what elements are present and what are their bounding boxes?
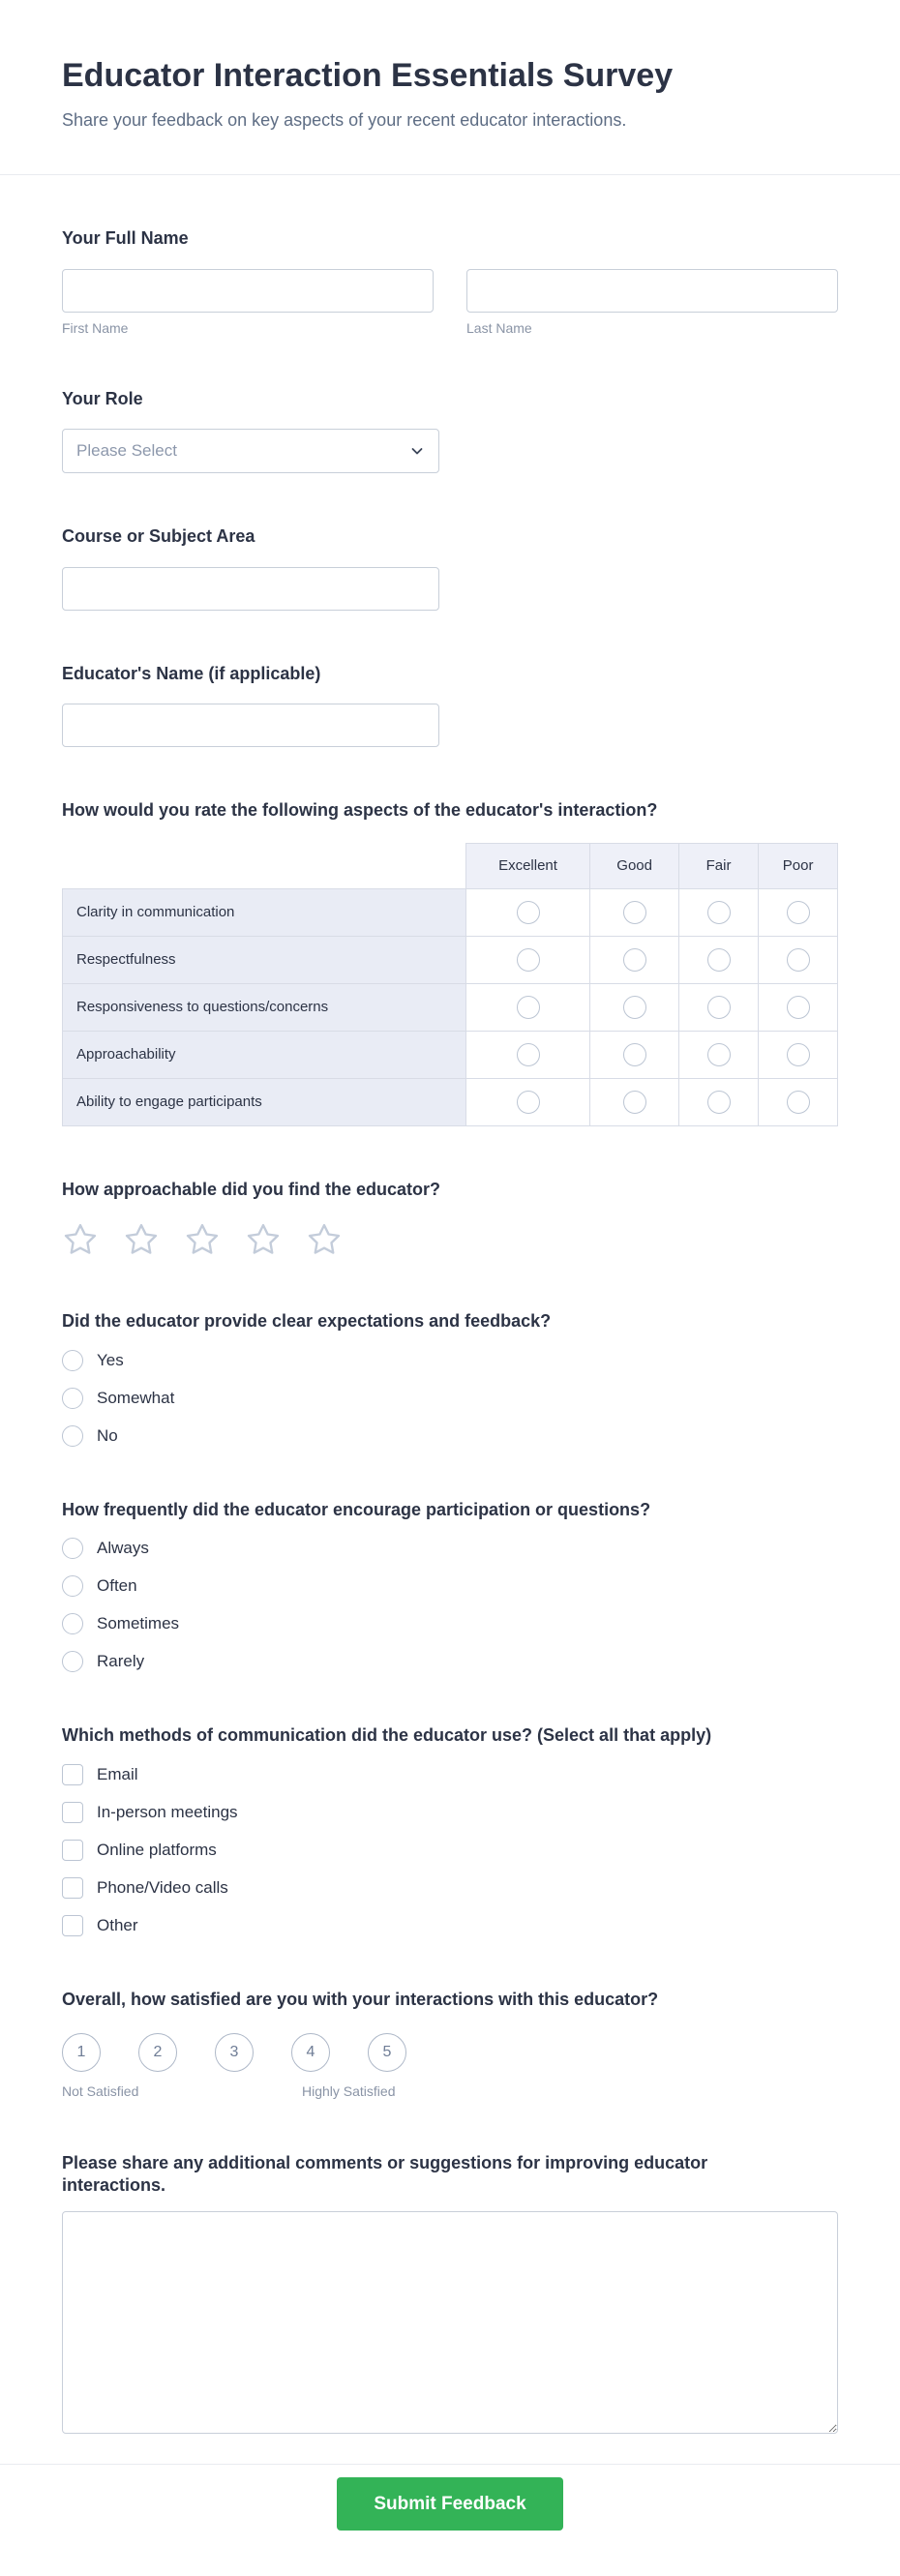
matrix-radio[interactable] [707,996,731,1019]
last-name-field [466,269,838,336]
matrix-radio[interactable] [707,901,731,924]
option-label: Email [97,1764,138,1783]
matrix-row-label: Ability to engage participants [63,1078,466,1125]
checkbox-option [62,1877,838,1899]
matrix-cell [759,1031,838,1078]
question-full-name [62,227,838,336]
radio-button[interactable] [62,1575,83,1597]
option-label: Rarely [97,1652,145,1671]
matrix-row [63,888,838,936]
matrix-radio[interactable] [787,1043,810,1066]
matrix-cell [465,888,590,936]
matrix-radio[interactable] [623,996,646,1019]
radio-button[interactable] [62,1350,83,1371]
matrix-radio[interactable] [623,1043,646,1066]
matrix-row-label: Clarity in communication [63,888,466,936]
frequency-options [62,1538,838,1672]
matrix-cell [759,983,838,1031]
star-icon[interactable] [184,1221,221,1258]
checkbox[interactable] [62,1877,83,1899]
matrix-radio[interactable] [623,948,646,972]
matrix-row-label: Approachability [63,1031,466,1078]
matrix-radio[interactable] [707,948,731,972]
matrix-cell [678,983,759,1031]
star-icon[interactable] [245,1221,282,1258]
expectations-label: Did the educator provide clear expectations and feedback? [62,1311,552,1332]
matrix-cell [590,1031,678,1078]
first-name-input[interactable] [62,269,434,313]
rating-matrix [62,843,838,1126]
approachable-label: How approachable did you find the educator? [62,1179,441,1199]
course-input[interactable] [62,567,439,611]
checkbox[interactable] [62,1802,83,1823]
matrix-label: How would you rate the following aspects of the educator's interaction? [62,800,658,821]
matrix-radio[interactable] [517,1043,540,1066]
radio-button[interactable] [62,1388,83,1409]
checkbox-option [62,1915,838,1936]
scale-low-label: Not Satisfied [62,2083,139,2100]
last-name-input[interactable] [466,269,838,313]
matrix-radio[interactable] [517,901,540,924]
question-rating-matrix [62,799,838,1126]
chevron-down-icon [409,443,425,459]
first-name-sublabel: First Name [62,319,129,336]
checkbox[interactable] [62,1764,83,1785]
last-name-sublabel: Last Name [466,319,532,336]
scale-high-label: Highly Satisfied [302,2083,396,2100]
matrix-row-label: Responsiveness to questions/concerns [63,983,466,1031]
matrix-radio[interactable] [707,1091,731,1114]
role-label: Your Role [62,388,143,408]
star-icon[interactable] [62,1221,99,1258]
option-label: Sometimes [97,1614,180,1633]
question-approachable [62,1179,838,1259]
matrix-radio[interactable] [623,1091,646,1114]
frequency-label: How frequently did the educator encourage participation or questions? [62,1499,651,1519]
star-icon[interactable] [306,1221,343,1258]
checkbox[interactable] [62,1915,83,1936]
question-methods [62,1724,838,1936]
star-rating [62,1221,838,1258]
scale-option-4[interactable]: 4 [291,2033,330,2072]
radio-option [62,1651,838,1672]
matrix-header-row [63,843,838,888]
matrix-radio[interactable] [787,948,810,972]
comments-label: Please share any additional comments or suggestions for improving educator interactions. [62,2153,708,2195]
course-label: Course or Subject Area [62,526,255,547]
full-name-label: Your Full Name [62,228,189,249]
radio-button[interactable] [62,1613,83,1634]
option-label: Always [97,1539,149,1558]
matrix-row-label: Respectfulness [63,936,466,983]
expectations-options [62,1350,838,1447]
matrix-column-header: Good [590,843,678,888]
radio-option [62,1575,838,1597]
question-course [62,525,838,611]
radio-option [62,1388,838,1409]
matrix-cell [465,1078,590,1125]
role-select-placeholder: Please Select [76,441,177,461]
matrix-cell [590,1078,678,1125]
educator-name-label: Educator's Name (if applicable) [62,663,321,683]
matrix-row [63,1078,838,1125]
scale-option-5[interactable]: 5 [368,2033,406,2072]
matrix-cell [759,1078,838,1125]
matrix-corner-cell [63,843,466,888]
matrix-row [63,936,838,983]
matrix-radio[interactable] [517,1091,540,1114]
option-label: Other [97,1915,138,1934]
matrix-radio[interactable] [787,901,810,924]
scale-labels [62,2083,838,2100]
question-educator-name [62,663,838,748]
first-name-field [62,269,434,336]
checkbox-option [62,1840,838,1861]
matrix-cell [465,936,590,983]
matrix-cell [759,936,838,983]
form-header [0,0,900,175]
matrix-radio[interactable] [787,996,810,1019]
matrix-radio[interactable] [787,1091,810,1114]
radio-button[interactable] [62,1425,83,1447]
matrix-cell [465,1031,590,1078]
radio-option [62,1425,838,1447]
checkbox[interactable] [62,1840,83,1861]
matrix-cell [590,936,678,983]
matrix-cell [590,983,678,1031]
question-expectations [62,1310,838,1447]
scale-option-3[interactable]: 3 [215,2033,254,2072]
matrix-cell [465,983,590,1031]
name-row [62,269,838,336]
option-label: No [97,1425,118,1445]
matrix-row [63,983,838,1031]
matrix-column-header: Poor [759,843,838,888]
form-footer [0,2464,900,2576]
scale-option-2[interactable]: 2 [138,2033,177,2072]
matrix-radio[interactable] [707,1043,731,1066]
option-label: Somewhat [97,1388,175,1407]
matrix-radio[interactable] [517,996,540,1019]
matrix-cell [678,936,759,983]
radio-button[interactable] [62,1538,83,1559]
comments-textarea[interactable] [62,2211,838,2434]
satisfaction-label: Overall, how satisfied are you with your interactions with this educator? [62,1989,659,2009]
radio-option [62,1538,838,1559]
question-comments [62,2152,838,2439]
form-title: Educator Interaction Essentials Survey [62,57,674,94]
question-satisfaction [62,1989,838,2101]
educator-name-input[interactable] [62,704,439,747]
question-role [62,388,838,474]
radio-option [62,1350,838,1371]
question-frequency [62,1499,838,1673]
matrix-cell [678,1031,759,1078]
checkbox-option [62,1802,838,1823]
matrix-row [63,1031,838,1078]
methods-label: Which methods of communication did the educator use? (Select all that apply) [62,1725,712,1746]
option-label: In-person meetings [97,1802,238,1821]
matrix-cell [590,888,678,936]
checkbox-option [62,1764,838,1785]
option-label: Online platforms [97,1840,217,1859]
matrix-radio[interactable] [623,901,646,924]
matrix-column-header: Fair [678,843,759,888]
option-label: Phone/Video calls [97,1877,228,1897]
role-select[interactable] [62,429,439,473]
matrix-cell [678,1078,759,1125]
matrix-cell [678,888,759,936]
matrix-cell [759,888,838,936]
radio-option [62,1613,838,1634]
option-label: Yes [97,1350,124,1369]
matrix-radio[interactable] [517,948,540,972]
form-body [0,227,900,2439]
form-subtitle: Share your feedback on key aspects of your recent educator interactions. [62,109,627,130]
satisfaction-scale [62,2033,838,2072]
option-label: Often [97,1576,137,1596]
submit-button[interactable]: Submit Feedback [337,2477,562,2531]
matrix-column-header: Excellent [465,843,590,888]
radio-button[interactable] [62,1651,83,1672]
methods-options [62,1764,838,1936]
scale-option-1[interactable]: 1 [62,2033,101,2072]
star-icon[interactable] [123,1221,160,1258]
